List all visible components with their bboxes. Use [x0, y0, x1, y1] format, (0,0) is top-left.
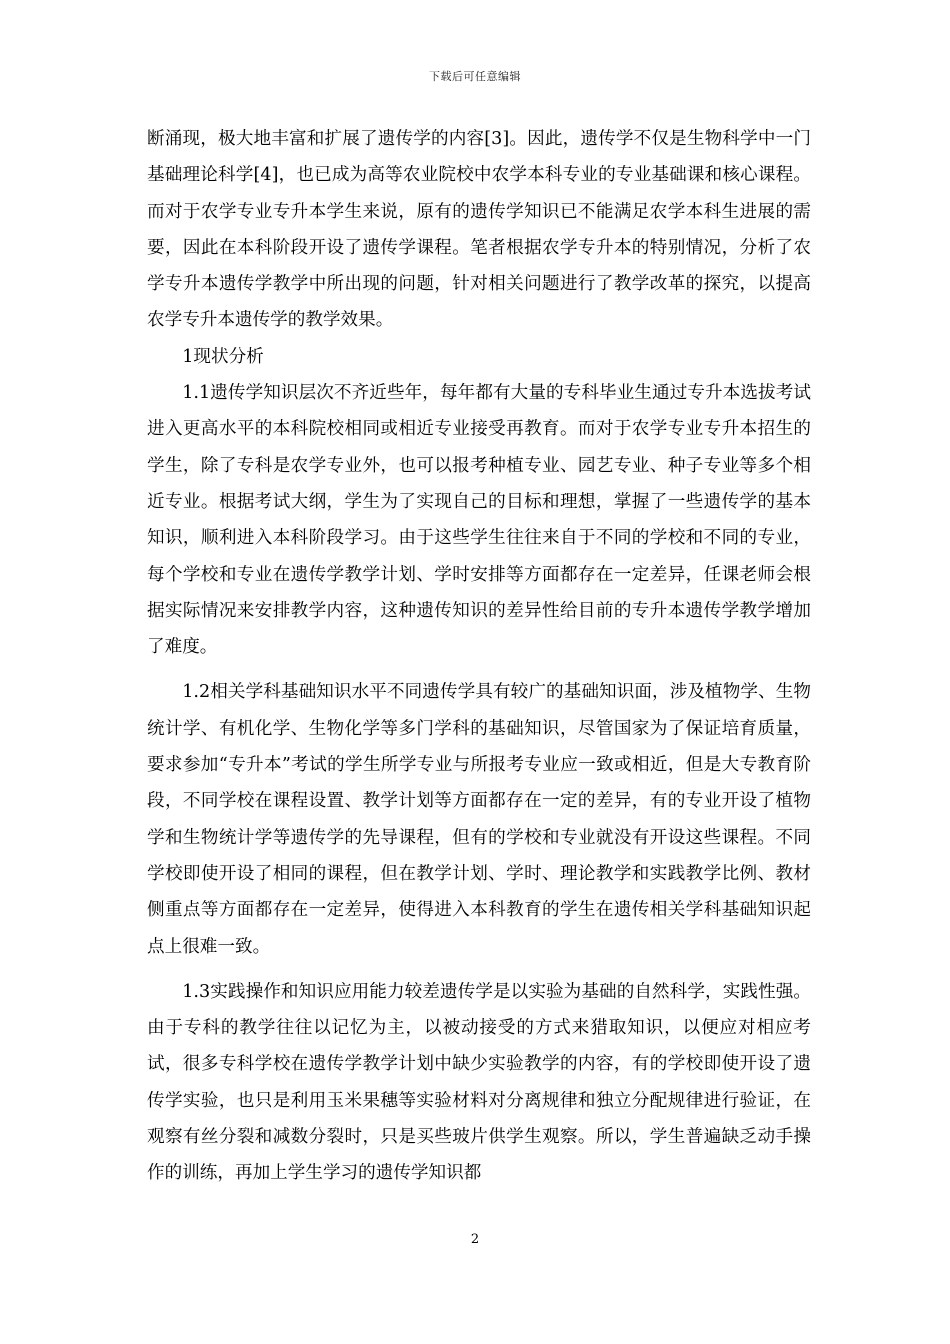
- paragraph-section-1-3: 1.3实践操作和知识应用能力较差遗传学是以实验为基础的自然科学，实践性强。由于专科的教学往往以记忆为主，以被动接受的方式来猎取知识，以便应对相应考试，很多专科学校在遗传学教学计划中缺少实验教学的内容，有的学校即使开设了遗传学实验，也只是利用玉米果穗等实验材料对分离规律和独立分配规律进行验证，在观察有丝分裂和减数分裂时，只是买些玻片供学生观察。所以，学生普遍缺乏动手操作的训练，再加上学生学习的遗传学知识都: [147, 981, 811, 1184]
- section-heading: 1现状分析: [182, 346, 264, 367]
- page-number: 2: [470, 1232, 480, 1247]
- body-text: [147, 121, 811, 1192]
- page-header: 下载后可任意编辑: [429, 70, 521, 83]
- paragraph-section-1-1: 1.1遗传学知识层次不齐近些年，每年都有大量的专科毕业生通过专升本选拔考试进入更高水平的本科院校相同或相近专业接受再教育。而对于农学专业专升本招生的学生，除了专科是农学专业外，也可以报考种植专业、园艺专业、种子专业等多个相近专业。根据考试大纲，学生为了实现自己的目标和理想，掌握了一些遗传学的基本知识，顺利进入本科阶段学习。由于这些学生往往来自于不同的学校和不同的专业，每个学校和专业在遗传学教学计划、学时安排等方面都存在一定差异，任课老师会根据实际情况来安排教学内容，这种遗传知识的差异性给目前的专升本遗传学教学增加了难度。: [147, 383, 811, 658]
- paragraph-intro-continuation: 断涌现，极大地丰富和扩展了遗传学的内容[3]。因此，遗传学不仅是生物科学中一门基础理论科学[4]，也已成为高等农业院校中农学本科专业的专业基础课和核心课程。而对于农学专业专升本学生来说，原有的遗传学知识已不能满足农学本科生进展的需要，因此在本科阶段开设了遗传学课程。笔者根据农学专升本的特别情况，分析了农学专升本遗传学教学中所出现的问题，针对相关问题进行了教学改革的探究，以提高农学专升本遗传学的教学效果。: [147, 129, 811, 331]
- paragraph-section-1-2: 1.2相关学科基础知识水平不同遗传学具有较广的基础知识面，涉及植物学、生物统计学、有机化学、生物化学等多门学科的基础知识，尽管国家为了保证培育质量，要求参加“专升本”考试的学生所学专业与所报考专业应一致或相近，但是大专教育阶段，不同学校在课程设置、教学计划等方面都存在一定的差异，有的专业开设了植物学和生物统计学等遗传学的先导课程，但有的学校和专业就没有开设这些课程。不同学校即使开设了相同的课程，但在教学计划、学时、理论教学和实践教学比例、教材侧重点等方面都存在一定差异，使得进入本科教育的学生在遗传相关学科基础知识起点上很难一致。: [147, 682, 811, 957]
